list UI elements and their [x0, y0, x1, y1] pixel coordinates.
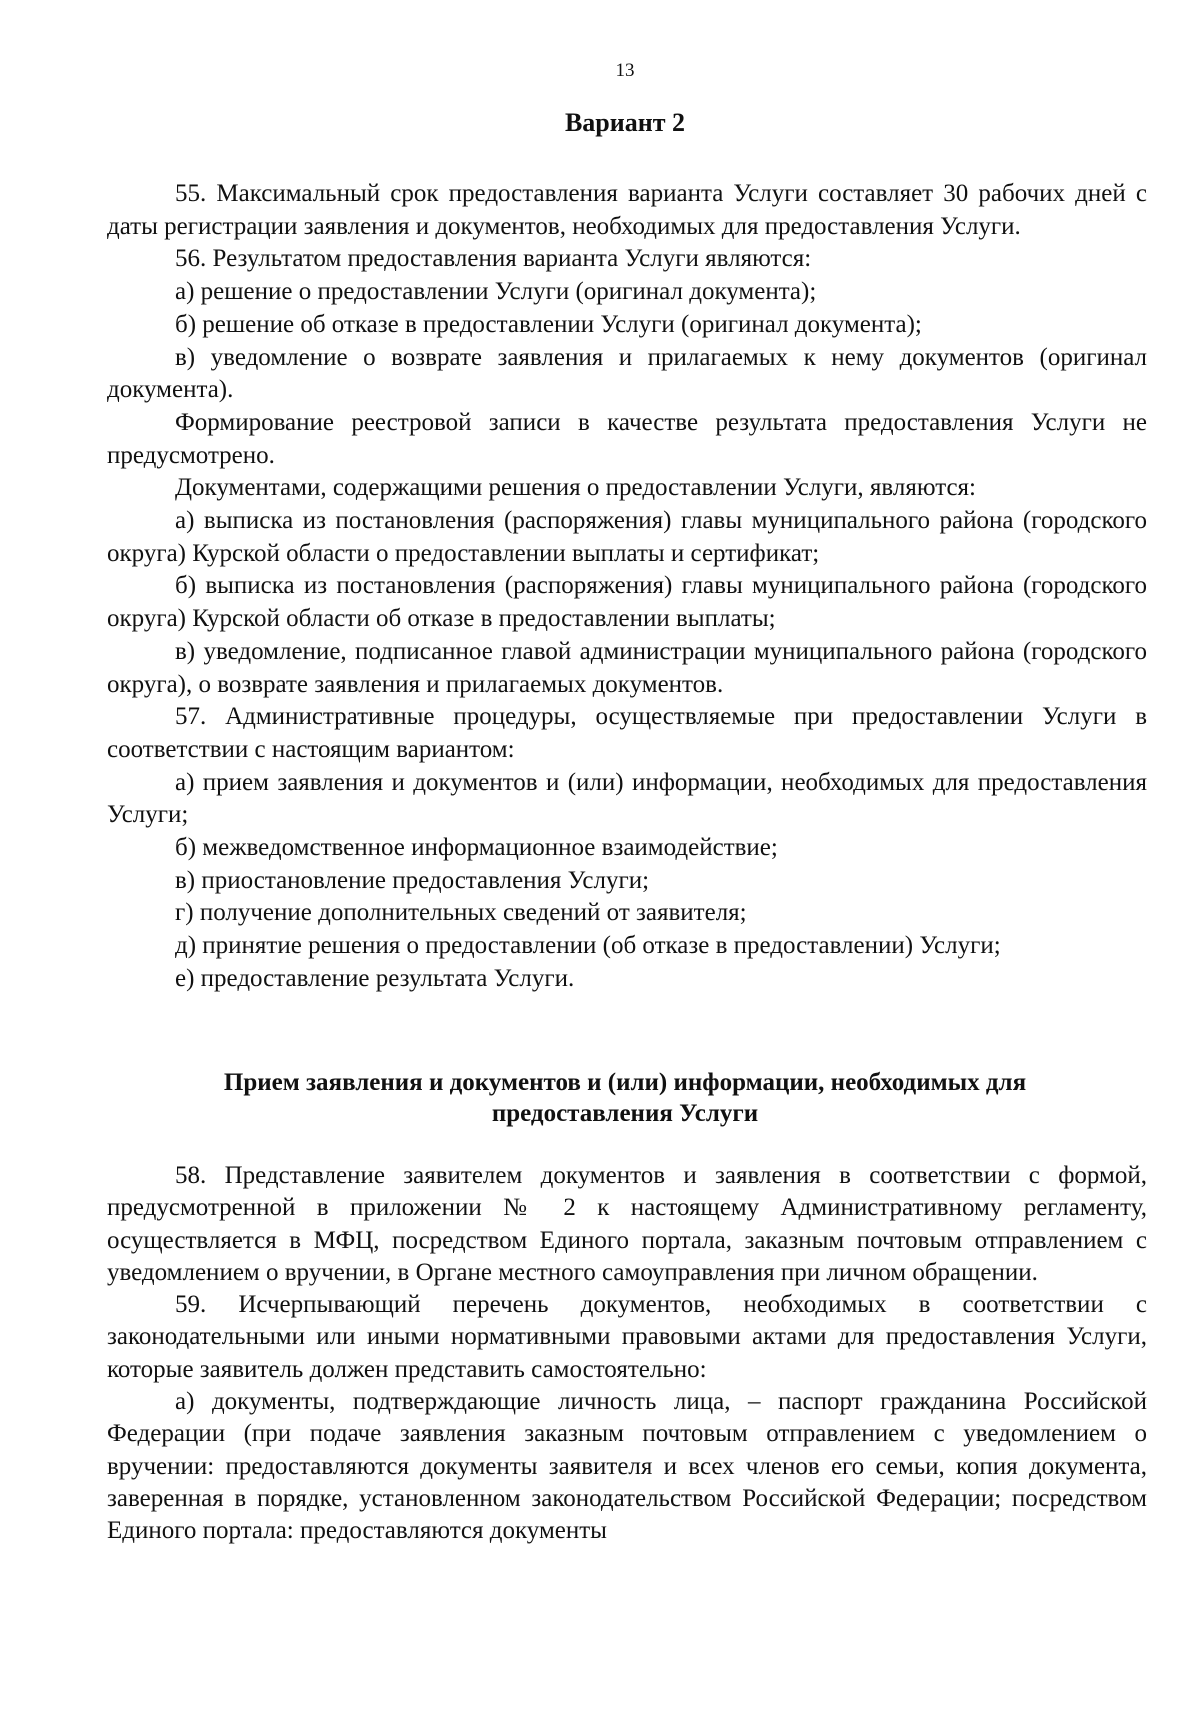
text-block-section: [107, 1160, 1147, 1548]
paragraph: Документами, содержащими решения о предоставлении Услуги, являются:: [175, 474, 976, 502]
list-item: в) приостановление предоставления Услуги;: [175, 866, 650, 894]
list-item: а) решение о предоставлении Услуги (оригинал документа);: [175, 278, 817, 306]
list-item: а) документы, подтверждающие личность лица, – паспорт гражданина Российской Федерации (при подаче заявления заказным почтовым отправлением с уведомлением о вручении: предоставляются документы заявителя и всех членов его семьи, копия документа, заверенная в порядке, установленном законодательством Российской Федерации; посредством Единого портала: предоставляются документы: [107, 1388, 1147, 1545]
list-item: в) уведомление о возврате заявления и прилагаемых к нему документов (оригинал документа).: [107, 343, 1147, 404]
paragraph: 56. Результатом предоставления варианта Услуги являются:: [175, 245, 812, 273]
text-block-variant: [107, 178, 1147, 996]
list-item: б) решение об отказе в предоставлении Услуги (оригинал документа);: [175, 310, 922, 338]
paragraph: 55. Максимальный срок предоставления варианта Услуги составляет 30 рабочих дней с даты регистрации заявления и документов, необходимых для предоставления Услуги.: [107, 180, 1147, 240]
paragraph: 59. Исчерпывающий перечень документов, необходимых в соответствии с законодательными или иными нормативными правовыми актами для предоставления Услуги, которые заявитель должен представить самостоятельно:: [107, 1291, 1147, 1383]
list-item: а) выписка из постановления (распоряжения) главы муниципального района (городского округа) Курской области о предоставлении выплаты и сертификат;: [107, 507, 1147, 567]
list-item: б) выписка из постановления (распоряжения) главы муниципального района (городского округа) Курской области об отказе в предоставлении выплаты;: [107, 572, 1147, 633]
list-item: е) предоставление результата Услуги.: [175, 964, 575, 992]
list-item: д) принятие решения о предоставлении (об отказе в предоставлении) Услуги;: [175, 932, 1001, 960]
paragraph: 58. Представление заявителем документов и заявления в соответствии с формой, предусмотренной в приложении № 2 к настоящему Административному регламенту, осуществляется в МФЦ, посредством Единого портала, заказным почтовым отправлением с уведомлением о вручении, в Органе местного самоуправления при личном обращении.: [107, 1162, 1147, 1286]
paragraph: 57. Административные процедуры, осуществляемые при предоставлении Услуги в соответствии с настоящим вариантом:: [107, 703, 1147, 763]
list-item: в) уведомление, подписанное главой администрации муниципального района (городского округа), о возврате заявления и прилагаемых документов.: [107, 637, 1147, 698]
section-heading-line: предоставления Услуги: [491, 1100, 759, 1127]
variant-heading: Вариант 2: [564, 108, 686, 137]
paragraph: Формирование реестровой записи в качестве результата предоставления Услуги не предусмотрено.: [107, 408, 1147, 469]
list-item: г) получение дополнительных сведений от заявителя;: [175, 899, 747, 927]
list-item: а) прием заявления и документов и (или) информации, необходимых для предоставления Услуги;: [107, 768, 1147, 829]
section-heading-line: Прием заявления и документов и (или) информации, необходимых для: [223, 1069, 1027, 1096]
list-item: б) межведомственное информационное взаимодействие;: [175, 834, 778, 862]
page-number: 13: [615, 60, 635, 81]
section-heading: [0, 1067, 1200, 1129]
